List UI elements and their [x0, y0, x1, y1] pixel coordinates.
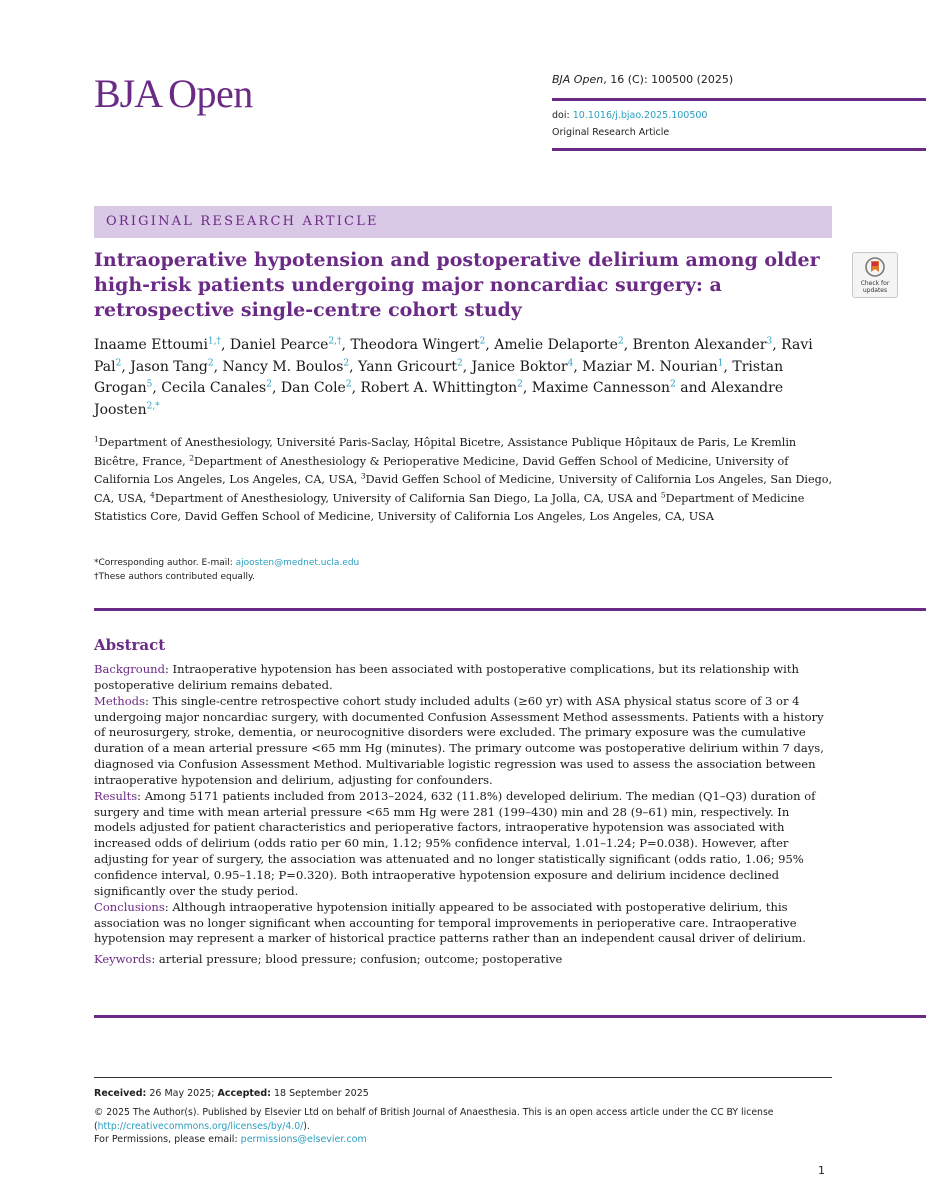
journal-logo: BJA Open — [94, 71, 253, 116]
author-affiliation-ref[interactable]: 2 — [670, 379, 676, 390]
author-name: Tristan Grogan — [94, 358, 784, 396]
author-name: Jason Tang — [130, 358, 208, 375]
author-affiliation-ref[interactable]: 2 — [517, 379, 523, 390]
bookmark-icon — [865, 257, 885, 279]
affiliation-text: Department of Medicine Statistics Core, David Geffen School of Medicine, University of California Los Angeles, Los Angeles, CA, USA — [94, 491, 805, 524]
abstract-results: Results: Among 5171 patients included from 2013–2024, 632 (11.8%) developed delirium. The median (Q1–Q3) duration of surgery and time with mean arterial pressure <65 mm Hg were 281 (199–430) min and 28 (9–61) min, respectively. In models adjusted for patient characteristics and perioperative factors, intraoperative hypotension was associated with increased odds of delirium (odds ratio per 60 min, 1.12; 95% confidence interval, 1.01–1.24; P=0.038). However, after adjusting for year of surgery, the association was attenuated and no longer statistically significant (odds ratio, 1.06; 95% confidence interval, 0.95–1.18; P=0.320). Both intraoperative hypotension exposure and delirium incidence declined significantly over the study period. — [94, 788, 816, 898]
section-rule-bottom — [94, 1015, 926, 1018]
author-affiliation-ref[interactable]: 2 — [343, 357, 350, 368]
author-name: Dan Cole — [280, 380, 346, 396]
author-affiliation-ref[interactable]: 2,† — [328, 336, 342, 347]
affiliation-number: 2 — [189, 452, 195, 462]
article-type-banner — [94, 206, 832, 238]
author-affiliation-ref[interactable]: 2,* — [146, 400, 160, 411]
author-name: Brenton Alexander — [632, 337, 767, 353]
abstract-body — [94, 662, 834, 968]
author-affiliation-ref[interactable]: 1,† — [207, 336, 222, 347]
author-and: and — [680, 380, 707, 396]
author-affiliation-ref[interactable]: 2 — [207, 357, 214, 368]
author-affiliation-ref[interactable]: 4 — [567, 357, 574, 368]
affiliation-text: Department of Anesthesiology & Perioperative Medicine, David Geffen School of Medicine, University of California Los Angeles, Los Angeles, CA, USA, — [94, 454, 789, 487]
header-rule — [552, 98, 926, 101]
author-name: Nancy M. Boulos — [222, 358, 344, 375]
author-affiliation-ref[interactable]: 1 — [717, 357, 724, 368]
affiliation-text: Department of Anesthesiology, Université Paris-Saclay, Hôpital Bicetre, Assistance Publique Hôpitaux de Paris, Le Kremlin Bicêtre, France, — [94, 436, 797, 468]
doi-link[interactable]: 10.1016/j.bjao.2025.100500 — [572, 110, 708, 121]
affiliations — [94, 434, 839, 527]
doi: doi: 10.1016/j.bjao.2025.100500 — [552, 110, 708, 121]
banner-label: ORIGINAL RESEARCH ARTICLE — [106, 214, 379, 229]
affiliation-text: Department of Anesthesiology, University of California San Diego, La Jolla, CA, USA and — [154, 491, 661, 505]
author-affiliation-ref[interactable]: 2 — [345, 379, 352, 390]
equal-contribution-note: †These authors contributed equally. — [94, 572, 255, 582]
author-name: Alexandre Joosten — [94, 380, 784, 418]
page-number: 1 — [818, 1164, 825, 1177]
badge-text: Check for updates — [860, 280, 890, 294]
journal-citation: BJA Open, 16 (C): 100500 (2025) — [552, 73, 734, 86]
author-affiliation-ref[interactable]: 2 — [617, 336, 624, 347]
author-name: Janice Boktor — [471, 358, 568, 375]
author-name: Maziar M. Nourian — [582, 358, 718, 375]
article-type: Original Research Article — [552, 127, 670, 138]
author-name: Daniel Pearce — [229, 337, 329, 353]
author-affiliation-ref[interactable]: 2 — [457, 357, 463, 368]
abstract-background: Background: Intraoperative hypotension has been associated with postoperative complications, but its relationship with postoperative delirium remains debated. — [94, 662, 799, 692]
affiliation-number: 5 — [660, 490, 666, 500]
author-name: Cecila Canales — [161, 380, 267, 396]
permissions: For Permissions, please email: permissions@elsevier.com — [94, 1134, 367, 1145]
header-rule-2 — [552, 148, 926, 151]
license-statement: © 2025 The Author(s). Published by Elsevier Ltd on behalf of British Journal of Anaesthesia. This is an open access article under the CC BY license (http://creativecommons.org/licenses/by/4.0/). — [94, 1107, 774, 1132]
section-rule — [94, 608, 926, 611]
author-affiliation-ref[interactable]: 5 — [146, 379, 153, 390]
author-name: Theodora Wingert — [350, 337, 480, 353]
affiliation-number: 1 — [94, 434, 99, 444]
author-name: Yann Gricourt — [358, 358, 457, 375]
affiliation-number: 4 — [150, 490, 155, 500]
author-name: Robert A. Whittington — [360, 380, 518, 396]
received-dates: Received: 26 May 2025; Accepted: 18 September 2025 — [94, 1088, 369, 1099]
author-affiliation-ref[interactable]: 3 — [766, 336, 773, 347]
correspondence: *Corresponding author. E-mail: ajoosten@mednet.ucla.edu †These authors contributed equally. — [94, 558, 360, 582]
author-name: Maxime Cannesson — [531, 380, 671, 396]
license-link[interactable]: http://creativecommons.org/licenses/by/4.0/ — [97, 1120, 304, 1132]
permissions-email-link[interactable]: permissions@elsevier.com — [240, 1134, 367, 1145]
author-name: Inaame Ettoumi — [94, 337, 208, 353]
author-affiliation-ref[interactable]: 2 — [115, 357, 122, 368]
author-name: Ravi Pal — [94, 337, 813, 375]
abstract-heading: Abstract — [94, 636, 166, 654]
check-for-updates-badge[interactable] — [852, 252, 898, 298]
footer-rule — [94, 1077, 832, 1078]
affiliation-number: 3 — [360, 471, 366, 481]
author-name: Amelie Delaporte — [494, 337, 618, 353]
abstract-methods: Methods: This single-centre retrospective cohort study included adults (≥60 yr) with ASA physical status score of 3 or 4 undergoing major noncardiac surgery, with documented Confusion Assessment Method assessments. Patients with a history of neurosurgery, stroke, dementia, or neurocognitive disorders were excluded. The primary exposure was the cumulative duration of a mean arterial pressure <65 mm Hg (minutes). The primary outcome was postoperative delirium within 7 days, diagnosed via Confusion Assessment Method. Multivariable logistic regression was used to assess the association between intraoperative hypotension and delirium, adjusting for confounders. — [94, 693, 824, 787]
author-list: Inaame Ettoumi$^{1,\dagger}$, Daniel Pearce$^{2,\dagger}$, Theodora Wingert$^2$, Amelie Delaporte$^2$, Brenton Alexander$^3$, Ravi Pal$^2$, Jason Tang$^2$, Nancy M. Boulos$^2$, Yann Gricourt$^2$, Janice Boktor$^4$, Maziar M. Nourian$^1$, Tristan Grogan$^5$, Cecila Canales$^2$, Dan Cole$^2$, Robert A. Whittington$^2$, Maxime Cannesson$^2$ and Alexandre Joosten$^{2,*}$ — [94, 336, 813, 418]
author-affiliation-ref[interactable]: 2 — [266, 379, 272, 390]
author-affiliation-ref[interactable]: 2 — [479, 336, 486, 347]
corresponding-email-link[interactable]: ajoosten@mednet.ucla.edu — [235, 558, 360, 568]
abstract-conclusions: Conclusions: Although intraoperative hypotension initially appeared to be associated with postoperative delirium, this association was no longer significant when accounting for temporal improvements in perioperative care. Intraoperative hypotension may represent a marker of historical practice patterns rather than an independent causal driver of delirium. — [94, 899, 806, 946]
affiliation-text: David Geffen School of Medicine, University of California Los Angeles, San Diego, CA, USA, — [94, 473, 833, 505]
abstract-keywords: Keywords: arterial pressure; blood pressure; confusion; outcome; postoperative — [94, 952, 563, 967]
article-title: Intraoperative hypotension and postoperative delirium among older high-risk patients undergoing major noncardiac surgery: a retrospective single-centre cohort study — [94, 249, 820, 321]
